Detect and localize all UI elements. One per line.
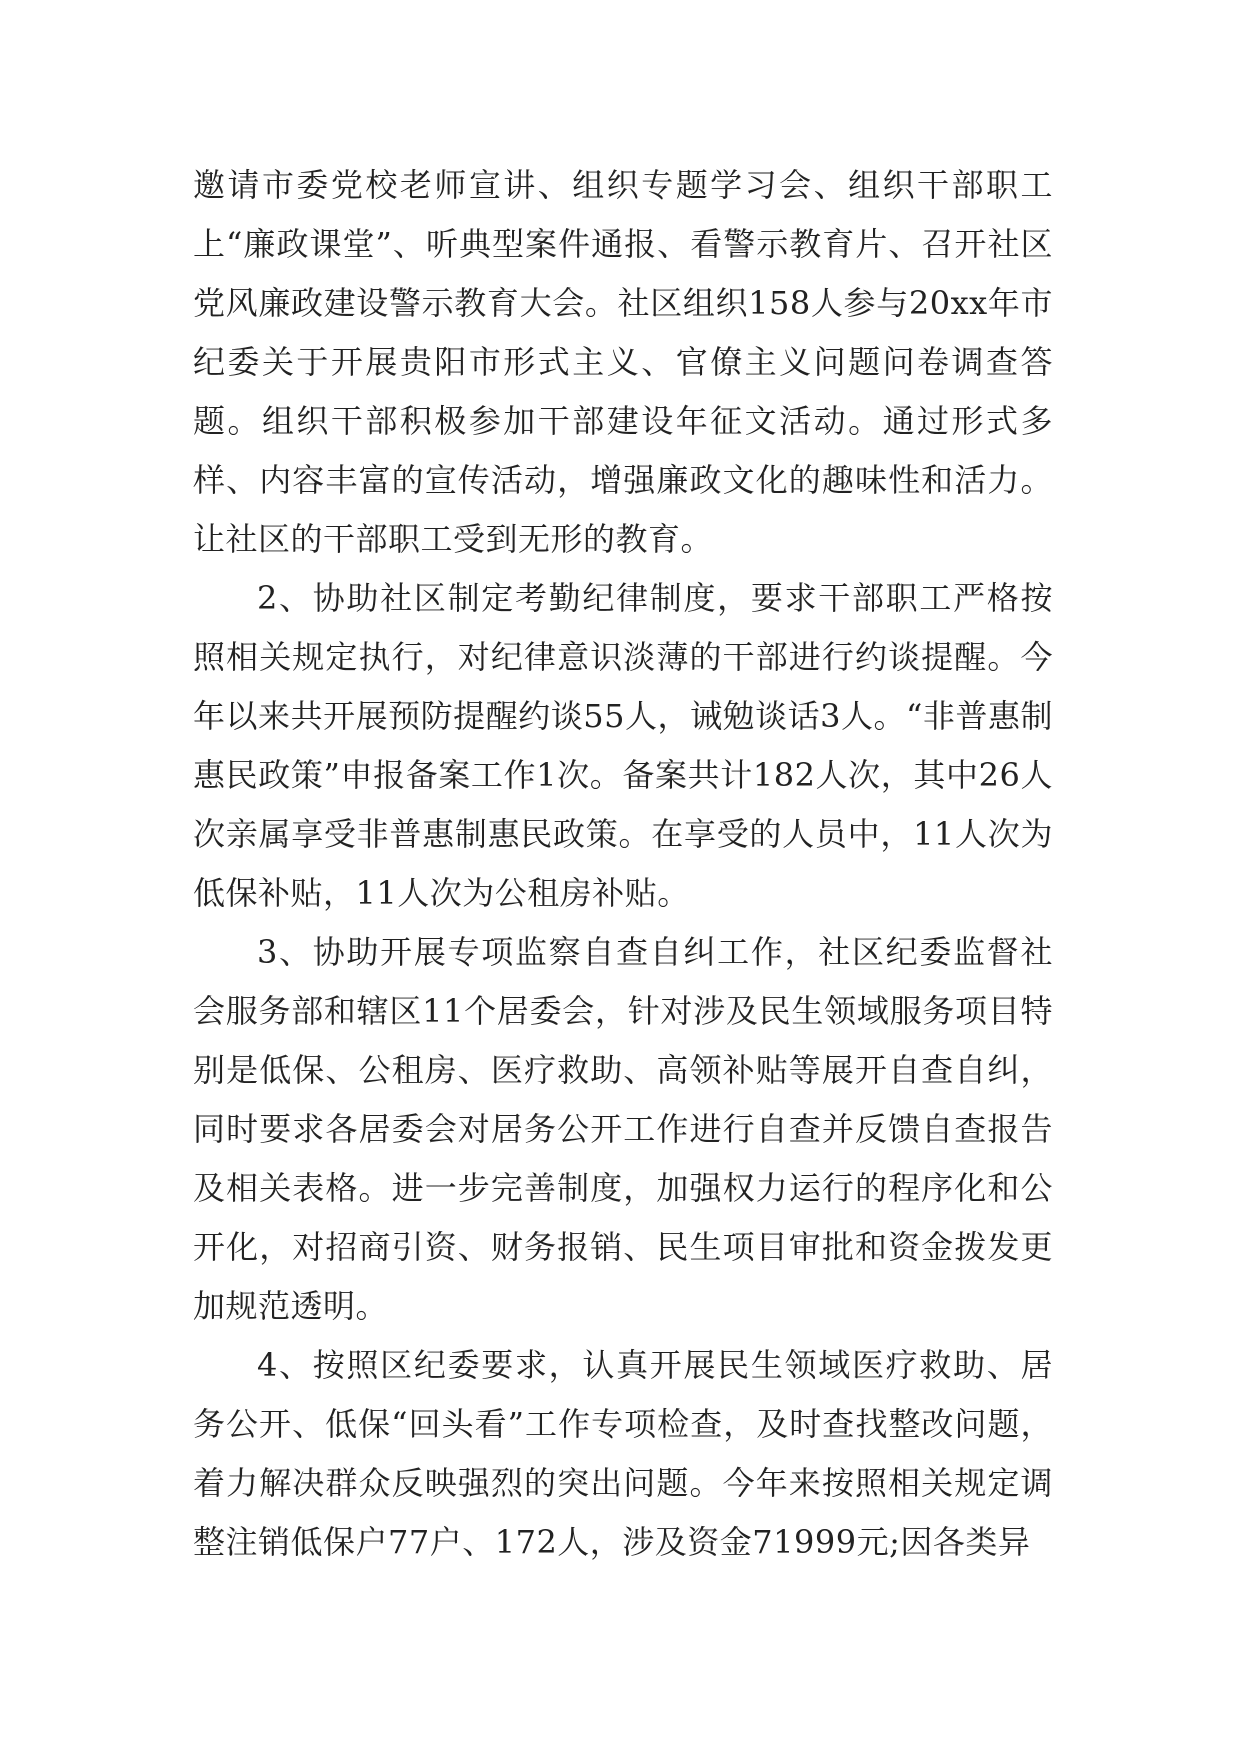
paragraph-continued: 邀请市委党校老师宣讲、组织专题学习会、组织干部职工上“廉政课堂”、听典型案件通报、看警示教育片、召开社区党风廉政建设警示教育大会。社区组织158人参与20xx年市纪委关于开展贵阳市形式主义、官僚主义问题问卷调查答题。组织干部积极参加干部建设年征文活动。通过形式多样、内容丰富的宣传活动，增强廉政文化的趣味性和活力。让社区的干部职工受到无形的教育。 bbox=[193, 166, 1053, 558]
paragraph-2: 2、协助社区制定考勤纪律制度，要求干部职工严格按照相关规定执行，对纪律意识淡薄的干部进行约谈提醒。今年以来共开展预防提醒约谈55人，诫勉谈话3人。“非普惠制惠民政策”申报备案工作1次。备案共计182人次，其中26人次亲属享受非普惠制惠民政策。在享受的人员中，11人次为低保补贴，11人次为公租房补贴。 bbox=[193, 579, 1053, 912]
paragraph-3: 3、协助开展专项监察自查自纠工作，社区纪委监督社会服务部和辖区11个居委会，针对涉及民生领域服务项目特别是低保、公租房、医疗救助、高领补贴等展开自查自纠，同时要求各居委会对居务公开工作进行自查并反馈自查报告及相关表格。进一步完善制度，加强权力运行的程序化和公开化，对招商引资、财务报销、民生项目审批和资金拨发更加规范透明。 bbox=[193, 933, 1053, 1325]
paragraph-4: 4、按照区纪委要求，认真开展民生领域医疗救助、居务公开、低保“回头看”工作专项检查，及时查找整改问题，着力解决群众反映强烈的突出问题。今年来按照相关规定调整注销低保户77户、172人，涉及资金71999元;因各类异 bbox=[193, 1346, 1053, 1561]
document-body bbox=[193, 156, 1053, 1572]
